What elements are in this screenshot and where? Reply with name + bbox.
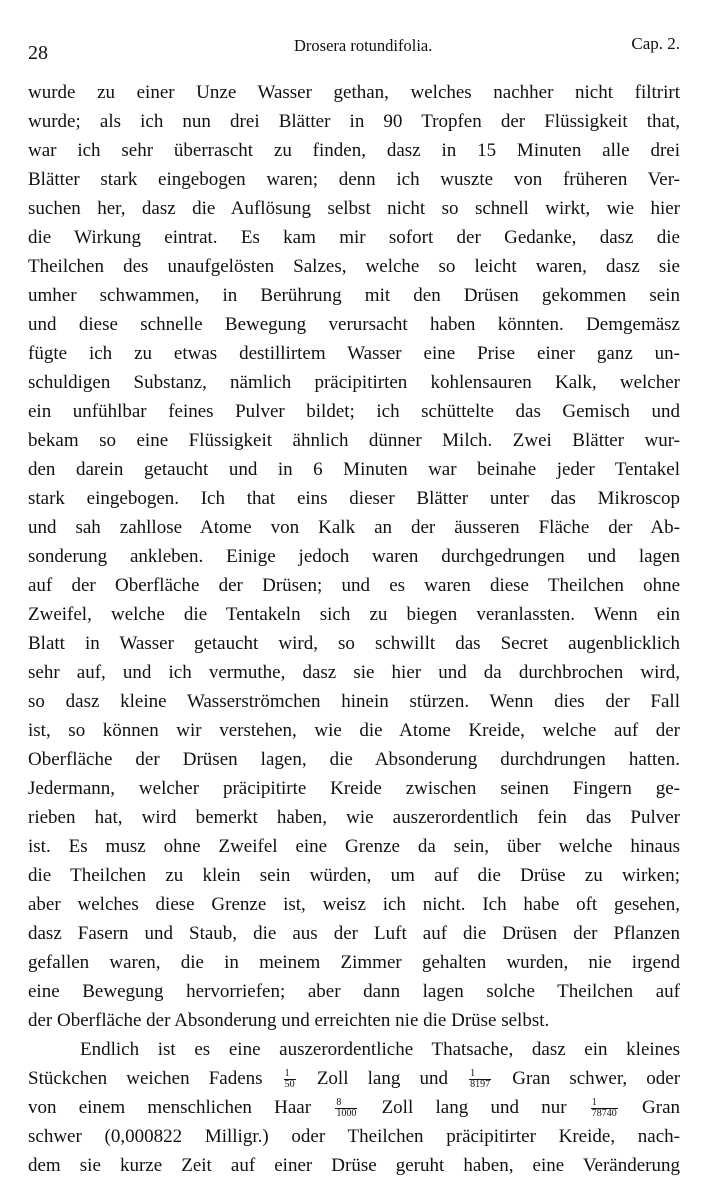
text-fragment: Stückchen weichen Fadens [28, 1068, 263, 1089]
text-line: so dasz kleine Wasserströmchen hinein stürzen. Wenn dies der Fall [28, 691, 680, 712]
body-text [28, 78, 680, 1180]
text-line: die Wirkung eintrat. Es kam mir sofort der Gedanke, dasz die [28, 227, 680, 248]
text-line: Endlich ist es eine auszerordentliche Thatsache, dasz ein kleines [80, 1039, 680, 1060]
text-fragment: Zoll lang und [316, 1068, 448, 1089]
text-line-with-fractions [28, 1093, 680, 1122]
fraction-denominator: 78740 [591, 1108, 617, 1120]
text-line: rieben hat, wird bemerkt haben, wie auszerordentlich fein das Pulver [28, 807, 680, 828]
text-line: suchen her, dasz die Auflösung selbst nicht so schnell wirkt, wie hier [28, 198, 680, 219]
text-line: sehr auf, und ich vermuthe, dasz sie hier und da durchbrochen wird, [28, 662, 680, 683]
fraction-denominator: 1000 [336, 1108, 357, 1120]
text-line: und diese schnelle Bewegung verursacht haben könnten. Demgemäsz [28, 314, 680, 335]
text-line: Blatt in Wasser getaucht wird, so schwillt das Secret augenblicklich [28, 633, 680, 654]
paragraph-1 [28, 78, 680, 1035]
text-line: schwer (0,000822 Milligr.) oder Theilchen präcipitirter Kreide, nach- [28, 1126, 680, 1147]
text-line: ist, so können wir verstehen, wie die Atome Kreide, welche auf der [28, 720, 680, 741]
text-fragment: Gran schwer, oder [512, 1068, 681, 1089]
text-fragment: Gran [642, 1097, 680, 1118]
text-line: auf der Oberfläche der Drüsen; und es waren diese Theilchen ohne [28, 575, 680, 596]
fraction-numerator: 1 [469, 1069, 491, 1080]
fraction-numerator: 1 [591, 1098, 618, 1109]
text-line: gefallen waren, die in meinem Zimmer gehalten wurden, nie irgend [28, 952, 680, 973]
text-line: Blätter stark eingebogen waren; denn ich wuszte von früheren Ver- [28, 169, 680, 190]
text-line: dem sie kurze Zeit auf einer Drüse geruht haben, eine Veränderung [28, 1155, 680, 1176]
text-line: war ich sehr überrascht zu finden, dasz in 15 Minuten alle drei [28, 140, 680, 161]
text-line: Oberfläche der Drüsen lagen, die Absonderung durchdrungen hatten. [28, 749, 680, 770]
text-line: den darein getaucht und in 6 Minuten war beinahe jeder Tentakel [28, 459, 680, 480]
fraction [284, 1069, 296, 1090]
text-line: ein unfühlbar feines Pulver bildet; ich schüttelte das Gemisch und [28, 401, 680, 422]
text-line-with-fractions [28, 1064, 680, 1093]
running-title: Drosera rotundifolia. [294, 36, 433, 55]
text-line: umher schwammen, in Berührung mit den Drüsen gekommen sein [28, 285, 680, 306]
fraction-denominator: 50 [284, 1079, 295, 1091]
text-line: Zweifel, welche die Tentakeln sich zu biegen veranlassten. Wenn ein [28, 604, 680, 625]
text-line: fügte ich zu etwas destillirtem Wasser eine Prise einer ganz un- [28, 343, 680, 364]
page-number: 28 [28, 42, 48, 64]
text-line: bekam so eine Flüssigkeit ähnlich dünner Milch. Zwei Blätter wur- [28, 430, 680, 451]
text-line: und sah zahllose Atome von Kalk an der äusseren Fläche der Ab- [28, 517, 680, 538]
fraction [591, 1098, 618, 1119]
fraction-numerator: 1 [284, 1069, 296, 1080]
text-line: sonderung ankleben. Einige jedoch waren durchgedrungen und lagen [28, 546, 680, 567]
text-line: ist. Es musz ohne Zweifel eine Grenze da sein, über welche hinaus [28, 836, 680, 857]
text-line: der Oberfläche der Absonderung und erreichten nie die Drüse selbst. [28, 1010, 550, 1031]
fraction-numerator: 8 [335, 1098, 357, 1109]
text-line: eine Bewegung hervorriefen; aber dann lagen solche Theilchen auf [28, 981, 680, 1002]
text-line: aber welches diese Grenze ist, weisz ich nicht. Ich habe oft gesehen, [28, 894, 680, 915]
text-fragment: Zoll lang und nur [381, 1097, 567, 1118]
text-fragment: von einem menschlichen Haar [28, 1097, 312, 1118]
text-line: Jedermann, welcher präcipitirte Kreide zwischen seinen Fingern ge- [28, 778, 680, 799]
text-line: dasz Fasern und Staub, die aus der Luft auf die Drüsen der Pflanzen [28, 923, 680, 944]
text-line: Theilchen des unaufgelösten Salzes, welche so leicht waren, dasz sie [28, 256, 680, 277]
text-line: die Theilchen zu klein sein würden, um auf die Drüse zu wirken; [28, 865, 680, 886]
page-header [28, 34, 680, 64]
paragraph-2 [28, 1035, 680, 1180]
text-line: wurde; als ich nun drei Blätter in 90 Tropfen der Flüssigkeit that, [28, 111, 680, 132]
fraction [469, 1069, 491, 1090]
chapter-label: Cap. 2. [631, 34, 680, 53]
fraction-denominator: 8197 [470, 1079, 491, 1091]
text-line: wurde zu einer Unze Wasser gethan, welches nachher nicht filtrirt [28, 82, 680, 103]
text-line: stark eingebogen. Ich that eins dieser Blätter unter das Mikroscop [28, 488, 680, 509]
fraction [335, 1098, 357, 1119]
text-line: schuldigen Substanz, nämlich präcipitirten kohlensauren Kalk, welcher [28, 372, 680, 393]
